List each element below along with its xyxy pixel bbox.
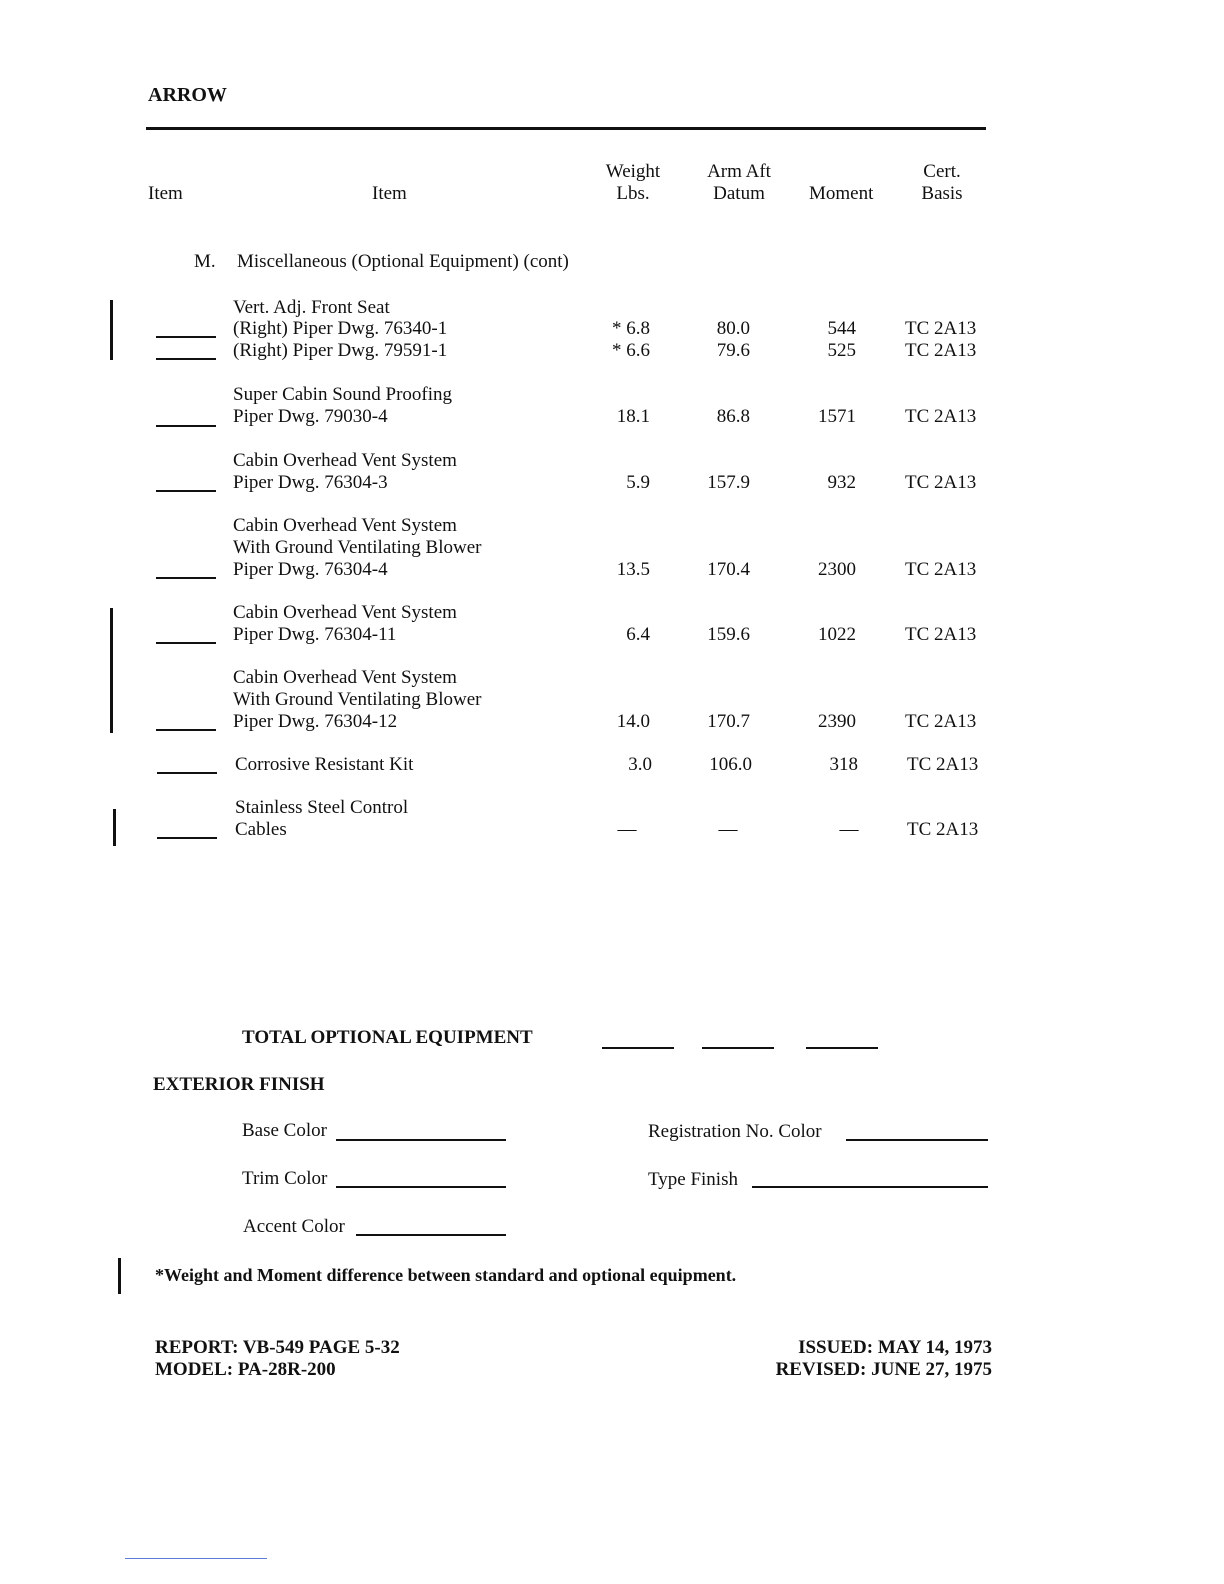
row-4-desc-0: Cabin Overhead Vent System (233, 515, 457, 536)
row-5-desc-1: Piper Dwg. 76304-11 (233, 624, 397, 645)
row-0-check-blank[interactable] (156, 336, 216, 338)
row-1-weight: * 6.6 (612, 340, 650, 361)
row-3-arm: 157.9 (707, 472, 750, 493)
accent-color-label: Accent Color (243, 1216, 345, 1237)
row-8-cert: TC 2A13 (907, 819, 979, 840)
row-3-weight: 5.9 (626, 472, 650, 493)
col-moment: Moment (809, 183, 874, 204)
row-1-check-blank[interactable] (156, 358, 216, 360)
bottom-rule (125, 1558, 267, 1559)
row-4-arm: 170.4 (707, 559, 750, 580)
row-5-weight: 6.4 (626, 624, 650, 645)
row-0-cert: TC 2A13 (905, 318, 977, 339)
type-finish-label: Type Finish (648, 1169, 738, 1190)
type-finish-field[interactable] (752, 1186, 988, 1188)
row-1-desc-0: (Right) Piper Dwg. 79591-1 (233, 340, 448, 361)
footnote: *Weight and Moment difference between standard and optional equipment. (155, 1265, 737, 1285)
row-6-moment: 2390 (818, 711, 856, 732)
row-4-weight: 13.5 (616, 559, 650, 580)
row-8-desc-0: Stainless Steel Control (235, 797, 409, 818)
col-cert-line1: Cert. (923, 161, 961, 182)
row-6-check-blank[interactable] (156, 729, 216, 731)
row-7-arm: 106.0 (709, 754, 752, 775)
row-3-cert: TC 2A13 (905, 472, 977, 493)
row-6-cert: TC 2A13 (905, 711, 977, 732)
total-label: TOTAL OPTIONAL EQUIPMENT (242, 1027, 533, 1048)
row-2-check-blank[interactable] (156, 425, 216, 427)
total-weight-blank[interactable] (602, 1047, 674, 1049)
row-6-arm: 170.7 (707, 711, 750, 732)
col-item: Item (372, 183, 407, 204)
row-6-desc-1: With Ground Ventilating Blower (233, 689, 482, 710)
col-item-check: Item (148, 183, 183, 204)
total-arm-blank[interactable] (702, 1047, 774, 1049)
row-0-desc-0: Vert. Adj. Front Seat (233, 297, 390, 318)
row-7-check-blank[interactable] (157, 772, 217, 774)
row-3-moment: 932 (827, 472, 856, 493)
row-6-weight: 14.0 (616, 711, 650, 732)
row-2-desc-0: Super Cabin Sound Proofing (233, 384, 453, 405)
finish-heading: EXTERIOR FINISH (153, 1074, 325, 1095)
revision-bar (118, 1258, 121, 1294)
registration-color-label: Registration No. Color (648, 1121, 822, 1142)
row-5-desc-0: Cabin Overhead Vent System (233, 602, 457, 623)
row-4-cert: TC 2A13 (905, 559, 977, 580)
row-7-desc-0: Corrosive Resistant Kit (235, 754, 414, 775)
row-8-desc-1: Cables (235, 819, 287, 840)
row-4-desc-1: With Ground Ventilating Blower (233, 537, 482, 558)
col-cert-line2: Basis (921, 183, 963, 204)
footer-report: REPORT: VB-549 PAGE 5-32 (155, 1337, 400, 1358)
footer-model: MODEL: PA-28R-200 (155, 1359, 336, 1380)
row-3-desc-1: Piper Dwg. 76304-3 (233, 472, 388, 493)
total-moment-blank[interactable] (806, 1047, 878, 1049)
row-6-desc-2: Piper Dwg. 76304-12 (233, 711, 398, 732)
row-0-arm: 80.0 (716, 318, 750, 339)
row-5-moment: 1022 (818, 624, 856, 645)
page-title: ARROW (148, 84, 227, 106)
row-8-check-blank[interactable] (157, 837, 217, 839)
row-8-arm: — (718, 819, 738, 840)
revision-bar (113, 809, 116, 846)
row-5-cert: TC 2A13 (905, 624, 977, 645)
row-2-cert: TC 2A13 (905, 406, 977, 427)
row-2-arm: 86.8 (716, 406, 750, 427)
row-2-desc-1: Piper Dwg. 79030-4 (233, 406, 388, 427)
row-3-check-blank[interactable] (156, 490, 216, 492)
col-weight-line2: Lbs. (616, 183, 650, 204)
row-8-weight: — (617, 819, 637, 840)
col-arm-line1: Arm Aft (707, 161, 771, 182)
header-rule (146, 127, 986, 130)
row-5-check-blank[interactable] (156, 642, 216, 644)
col-arm-line2: Datum (713, 183, 765, 204)
row-4-check-blank[interactable] (156, 577, 216, 579)
row-7-weight: 3.0 (628, 754, 652, 775)
base-color-field[interactable] (336, 1139, 506, 1141)
trim-color-label: Trim Color (242, 1168, 328, 1189)
row-3-desc-0: Cabin Overhead Vent System (233, 450, 457, 471)
row-4-moment: 2300 (818, 559, 856, 580)
registration-color-field[interactable] (846, 1139, 988, 1141)
row-7-moment: 318 (829, 754, 858, 775)
footer-revised: REVISED: JUNE 27, 1975 (775, 1359, 992, 1380)
row-1-moment: 525 (827, 340, 856, 361)
row-7-cert: TC 2A13 (907, 754, 979, 775)
footer-issued: ISSUED: MAY 14, 1973 (798, 1337, 992, 1358)
row-0-weight: * 6.8 (612, 318, 650, 339)
row-4-desc-2: Piper Dwg. 76304-4 (233, 559, 388, 580)
base-color-label: Base Color (242, 1120, 327, 1141)
row-0-moment: 544 (827, 318, 856, 339)
row-5-arm: 159.6 (707, 624, 750, 645)
row-1-cert: TC 2A13 (905, 340, 977, 361)
row-6-desc-0: Cabin Overhead Vent System (233, 667, 457, 688)
section-letter: M. (194, 251, 216, 272)
row-2-weight: 18.1 (616, 406, 650, 427)
accent-color-field[interactable] (356, 1234, 506, 1236)
row-0-desc-1: (Right) Piper Dwg. 76340-1 (233, 318, 448, 339)
section-title: Miscellaneous (Optional Equipment) (cont) (237, 251, 569, 272)
row-8-moment: — (839, 819, 859, 840)
revision-bar (110, 300, 113, 360)
trim-color-field[interactable] (336, 1186, 506, 1188)
row-2-moment: 1571 (818, 406, 856, 427)
revision-bar (110, 608, 113, 733)
row-1-arm: 79.6 (716, 340, 750, 361)
col-weight-line1: Weight (605, 161, 661, 182)
